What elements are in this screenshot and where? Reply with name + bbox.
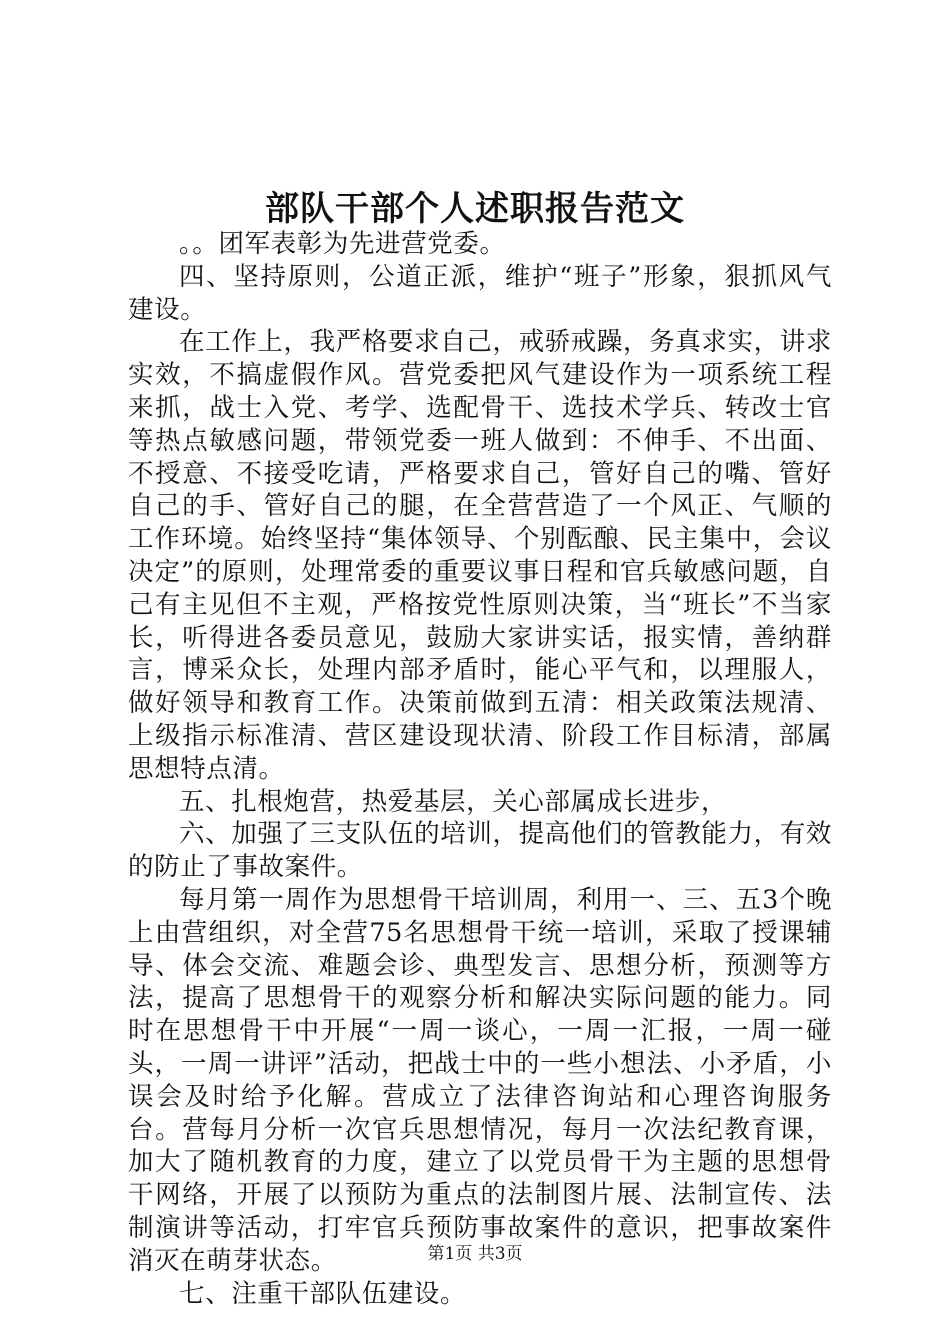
paragraph: 。。团军表彰为先进营党委。 (179, 229, 506, 259)
paragraph: 在工作上，我严格要求自己，戒骄戒躁，务真求实，讲求实效，不搞虚假作风。营党委把风气建设作为一项系统工程来抓，战士入党、考学、选配骨干、选技术学兵、转改士官等热点敏感问题，带领党委一班人做到：不伸手、不出面、不授意、不接受吃请，严格要求自己，管好自己的嘴、管好自己的手、管好自己的腿，在全营营造了一个风正、气顺的工作环境。始终坚持“集体领导、个别酝酿、民主集中，会议决定”的原则，处理常委的重要议事日程和官兵敏感问题，自己有主见但不主观，严格按党性原则决策，当“班长”不当家长，听得进各委员意见，鼓励大家讲实话，报实情，善纳群言，博采众长，处理内部矛盾时，能心平气和，以理服人，做好领导和教育工作。决策前做到五清：相关政策法规清、上级指示标准清、营区建设现状清、阶段工作目标清，部属思想特点清。 (128, 327, 832, 784)
paragraph: 七、注重干部队伍建设。 (179, 1278, 467, 1309)
page-number-footer: 第1页 共3页 (427, 1244, 523, 1264)
paragraph: 五、扎根炮营，热爱基层，关心部属成长进步， (179, 786, 728, 817)
paragraph: 六、加强了三支队伍的培训，提高他们的管教能力，有效的防止了事故案件。 (128, 819, 832, 883)
document-body (128, 228, 832, 1310)
paragraph: 每月第一周作为思想骨干培训周，利用一、三、五3个晚上由营组织，对全营75名思想骨干统一培训，采取了授课辅导、体会交流、难题会诊、典型发言、思想分析，预测等方法，提高了思想骨干的观察分析和解决实际问题的能力。同时在思想骨干中开展“一周一谈心，一周一汇报，一周一碰头，一周一讲评”活动，把战士中的一些小想法、小矛盾，小误会及时给予化解。营成立了法律咨询站和心理咨询服务台。营每月分析一次官兵思想情况，每月一次法纪教育课，加大了随机教育的力度，建立了以党员骨干为主题的思想骨干网络，开展了以预防为重点的法制图片展、法制宣传、法制演讲等活动，打牢官兵预防事故案件的意识，把事故案件消灭在萌芽状态。 (128, 884, 832, 1276)
paragraph: 四、坚持原则，公道正派，维护“班子”形象，狠抓风气建设。 (128, 261, 832, 325)
document-title: 部队干部个人述职报告范文 (265, 189, 685, 229)
